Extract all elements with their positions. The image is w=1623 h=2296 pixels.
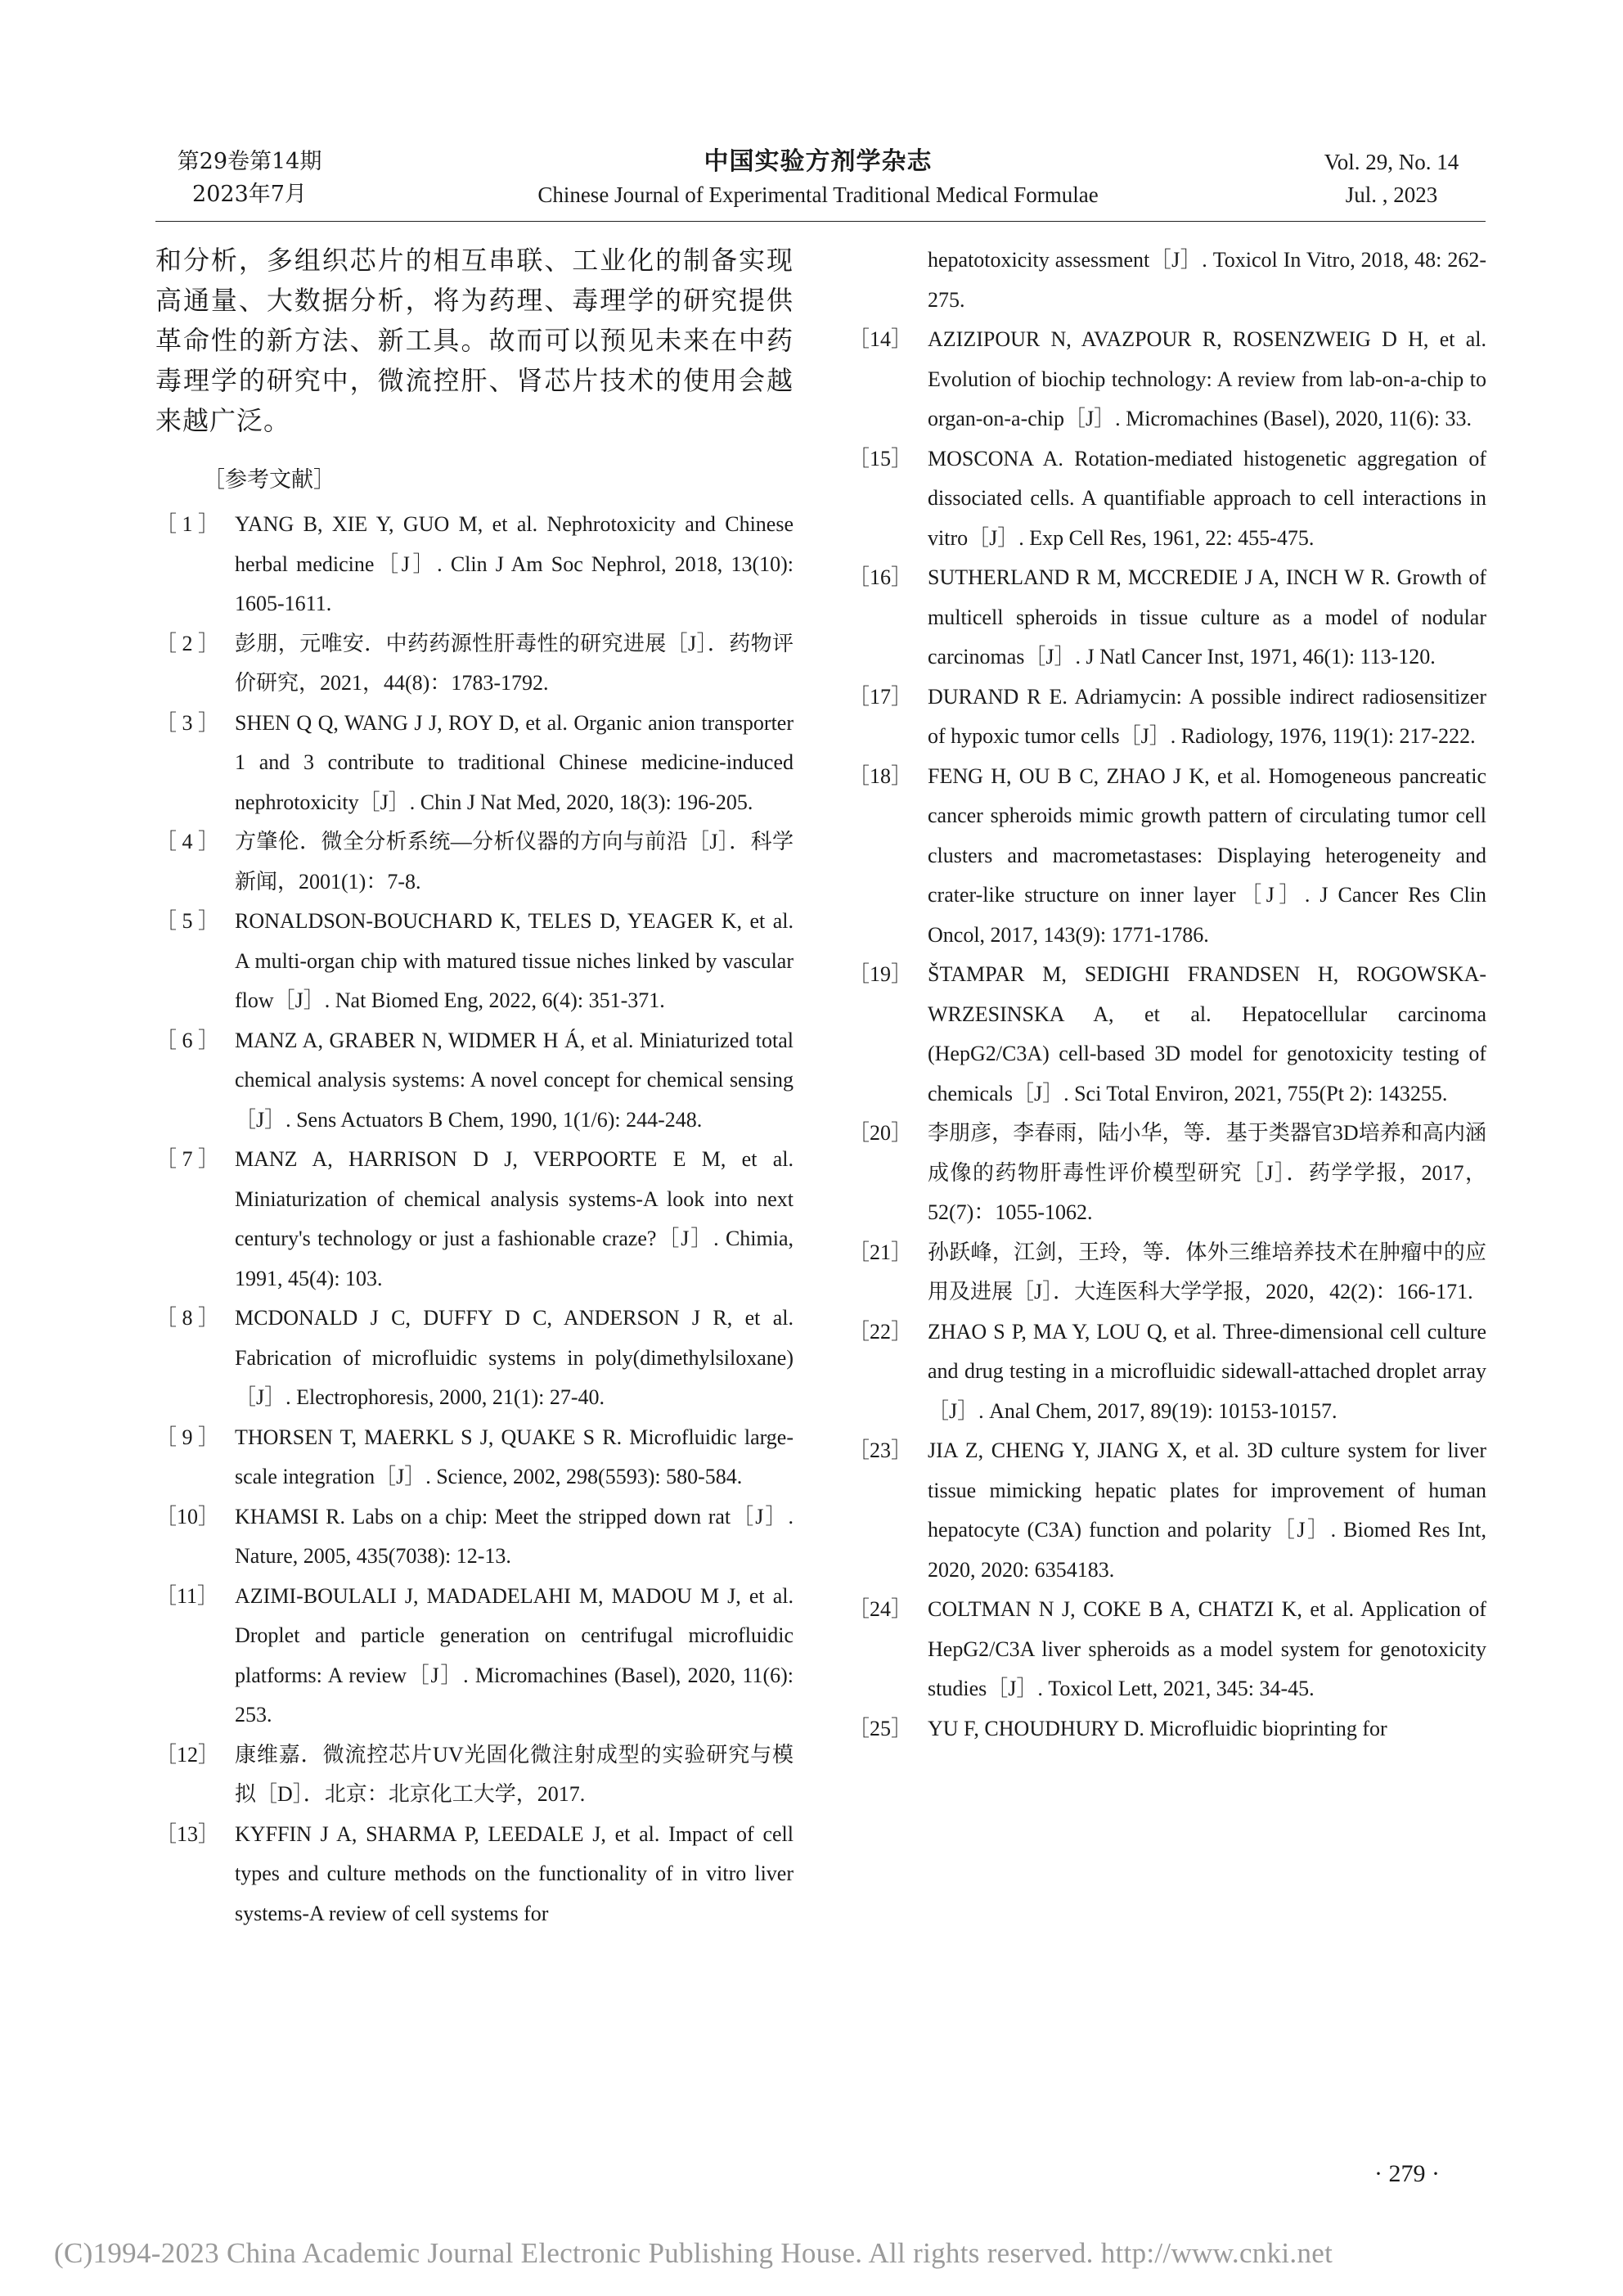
page-header: [155, 146, 1486, 221]
reference-item: [848, 757, 1486, 956]
publication-date-cn: 2023年7月: [192, 182, 307, 207]
reference-item: [848, 678, 1486, 757]
reference-number: ［25］: [848, 1716, 913, 1740]
header-rule: [155, 221, 1486, 222]
copyright-footer: (C)1994-2023 China Academic Journal Electronic Publishing House. All rights reserved. http://www.cnki.net: [54, 2237, 1333, 2269]
reference-item: [848, 1114, 1486, 1233]
reference-text: MANZ A, GRABER N, WIDMER H Á, et al. Miniaturized total chemical analysis systems: A novel concept for chemical sensing［J］. Sens Actuators B Chem, 1990, 1(1/6): 244-248.: [235, 1028, 794, 1132]
reference-number: ［18］: [848, 763, 913, 788]
volume-issue: [155, 146, 344, 211]
reference-item: [155, 822, 794, 902]
journal-title-cn: 中国实验方剂学杂志: [704, 147, 933, 176]
reference-item: [155, 1497, 794, 1577]
reference-item: [848, 1709, 1486, 1749]
reference-item: [848, 1233, 1486, 1312]
reference-item: [155, 902, 794, 1021]
reference-text: DURAND R E. Adriamycin: A possible indirect radiosensitizer of hypoxic tumor cells［J］. Radiology, 1976, 119(1): 217-222.: [928, 684, 1486, 748]
reference-text: MCDONALD J C, DUFFY D C, ANDERSON J R, et al. Fabrication of microfluidic systems in poly(dimethylsiloxane)［J］. Electrophoresis, 2000, 21(1): 27-40.: [235, 1306, 794, 1409]
reference-number: ［22］: [848, 1319, 913, 1344]
reference-item: [848, 1590, 1486, 1709]
reference-number: ［ 1 ］: [155, 512, 220, 536]
reference-text: COLTMAN N J, COKE B A, CHATZI K, et al. Application of HepG2/C3A liver spheroids as a model system for genotoxicity studies［J］. Toxicol Lett, 2021, 345: 34-45.: [928, 1597, 1486, 1700]
reference-text: KHAMSI R. Labs on a chip: Meet the stripped down rat［J］. Nature, 2005, 435(7038): 12-13.: [235, 1504, 794, 1568]
reference-text: 孙跃峰，江剑，王玲，等．体外三维培养技术在肿瘤中的应用及进展［J］．大连医科大学学报，2020，42(2)：166-171.: [928, 1240, 1486, 1303]
reference-text: ZHAO S P, MA Y, LOU Q, et al. Three-dimensional cell culture and drug testing in a microfluidic sidewall-attached droplet array［J］. Anal Chem, 2017, 89(19): 10153-10157.: [928, 1319, 1486, 1423]
reference-text: KYFFIN J A, SHARMA P, LEEDALE J, et al. Impact of cell types and culture methods on the functionality of in vitro liver systems-A review of cell systems for: [235, 1821, 794, 1925]
references-list-right: [848, 320, 1486, 1749]
reference-item: [155, 1736, 794, 1815]
reference-number: ［ 5 ］: [155, 909, 220, 933]
reference-number: ［11］: [155, 1583, 219, 1608]
reference-item: [848, 439, 1486, 559]
reference-text: SUTHERLAND R M, MCCREDIE J A, INCH W R. Growth of multicell spheroids in tissue culture as a model of nodular carcinomas［J］. J Natl Cancer Inst, 1971, 46(1): 113-120.: [928, 565, 1486, 669]
journal-title: [450, 146, 1186, 211]
volume-issue-cn: 第29卷第14期: [177, 149, 322, 174]
reference-number: ［ 4 ］: [155, 830, 220, 853]
reference-text: THORSEN T, MAERKL S J, QUAKE S R. Microfluidic large-scale integration［J］. Science, 2002, 298(5593): 580-584.: [235, 1425, 794, 1488]
reference-number: ［12］: [155, 1742, 220, 1767]
reference-item: [155, 1021, 794, 1141]
reference-text: RONALDSON-BOUCHARD K, TELES D, YEAGER K, et al. A multi-organ chip with matured tissue niches linked by vascular flow［J］. Nat Biomed Eng, 2022, 6(4): 351-371.: [235, 909, 794, 1012]
reference-text: MANZ A, HARRISON D J, VERPOORTE E M, et al. Miniaturization of chemical analysis systems-A look into next century's technology or just a fashionable craze?［J］. Chimia, 1991, 45(4): 103.: [235, 1147, 794, 1290]
reference-text: 方肇伦．微全分析系统—分析仪器的方向与前沿［J］．科学新闻，2001(1)：7-8.: [235, 830, 794, 894]
reference-item: [155, 1815, 794, 1934]
reference-item: [155, 1418, 794, 1497]
reference-text: 彭朋，元唯安．中药药源性肝毒性的研究进展［J］．药物评价研究，2021，44(8)：1783-1792.: [235, 631, 794, 695]
reference-text: SHEN Q Q, WANG J J, ROY D, et al. Organic anion transporter 1 and 3 contribute to traditional Chinese medicine-induced nephrotoxicity［J］. Chin J Nat Med, 2020, 18(3): 196-205.: [235, 710, 794, 814]
reference-item: [155, 704, 794, 823]
page-number: · 279 ·: [1374, 2160, 1440, 2187]
left-column: [155, 241, 794, 1934]
reference-text: AZIMI-BOULALI J, MADADELAHI M, MADOU M J, et al. Droplet and particle generation on centrifugal microfluidic platforms: A review［J］. Micromachines (Basel), 2020, 11(6): 253.: [235, 1583, 794, 1727]
reference-text: YANG B, XIE Y, GUO M, et al. Nephrotoxicity and Chinese herbal medicine［J］. Clin J Am Soc Nephrol, 2018, 13(10): 1605-1611.: [235, 512, 794, 615]
volume-issue-en: [1297, 146, 1486, 211]
reference-item: [155, 505, 794, 624]
reference-number: ［16］: [848, 565, 913, 589]
reference-number: ［10］: [155, 1504, 220, 1528]
reference-item: [155, 624, 794, 704]
reference-text: JIA Z, CHENG Y, JIANG X, et al. 3D culture system for liver tissue mimicking hepatic plates for improvement of human hepatocyte (C3A) function and polarity［J］. Biomed Res Int, 2020, 2020: 6354183.: [928, 1438, 1486, 1582]
reference-number: ［21］: [848, 1240, 913, 1264]
reference-item: [848, 558, 1486, 678]
reference-number: ［ 7 ］: [155, 1147, 220, 1171]
reference-item: [155, 1299, 794, 1418]
intro-paragraph: 和分析，多组织芯片的相互串联、工业化的制备实现高通量、大数据分析，将为药理、毒理学的研究提供革命性的新方法、新工具。故而可以预见未来在中药毒理学的研究中，微流控肝、肾芯片技术的使用会越来越广泛。: [155, 245, 794, 436]
reference-number: ［13］: [155, 1821, 220, 1846]
right-column: [848, 241, 1486, 1749]
reference-number: ［ 9 ］: [155, 1425, 220, 1449]
reference-item: [848, 1312, 1486, 1432]
reference-text: 康维嘉．微流控芯片UV光固化微注射成型的实验研究与模拟［D］．北京：北京化工大学，2017.: [235, 1742, 794, 1806]
reference-text: YU F, CHOUDHURY D. Microfluidic bioprinting for: [928, 1716, 1387, 1740]
journal-title-en: Chinese Journal of Experimental Traditional Medical Formulae: [537, 182, 1099, 207]
reference-number: ［17］: [848, 684, 913, 709]
reference-number: ［19］: [848, 962, 913, 986]
reference-number: ［ 3 ］: [155, 710, 220, 735]
reference-item: [155, 1140, 794, 1299]
reference-number: ［14］: [848, 327, 913, 351]
reference-text: ŠTAMPAR M, SEDIGHI FRANDSEN H, ROGOWSKA-WRZESINSKA A, et al. Hepatocellular carcinoma (HepG2/C3A) cell-based 3D model for genotoxicity testing of chemicals［J］. Sci Total Environ, 2021, 755(Pt 2): 143255.: [928, 962, 1486, 1105]
references-title: ［参考文献］: [203, 467, 335, 493]
reference-item: [848, 1431, 1486, 1590]
reference-number: ［24］: [848, 1597, 913, 1621]
reference-item: [848, 320, 1486, 439]
reference-text: 李朋彦，李春雨，陆小华，等．基于类器官3D培养和高内涵成像的药物肝毒性评价模型研究［J］．药学学报，2017，52(7)：1055-1062.: [928, 1121, 1486, 1224]
reference-number: ［20］: [848, 1121, 913, 1145]
reference-item: [848, 955, 1486, 1114]
references-list-left: [155, 505, 794, 1934]
reference-13-continuation: hepatotoxicity assessment［J］. Toxicol In Vitro, 2018, 48: 262-275.: [928, 248, 1486, 312]
reference-text: MOSCONA A. Rotation-mediated histogenetic aggregation of dissociated cells. A quantifiable approach to cell interactions in vitro［J］. Exp Cell Res, 1961, 22: 455-475.: [928, 446, 1486, 550]
reference-number: ［15］: [848, 446, 913, 470]
publication-date-en: Jul. , 2023: [1345, 182, 1438, 207]
reference-text: AZIZIPOUR N, AVAZPOUR R, ROSENZWEIG D H, et al. Evolution of biochip technology: A review from lab-on-a-chip to organ-on-a-chip［J］. Micromachines (Basel), 2020, 11(6): 33.: [928, 327, 1486, 430]
reference-number: ［23］: [848, 1438, 913, 1462]
reference-item: [155, 1577, 794, 1736]
reference-number: ［ 8 ］: [155, 1306, 220, 1330]
reference-number: ［ 2 ］: [155, 631, 220, 655]
volume-number-en: Vol. 29, No. 14: [1324, 150, 1459, 174]
reference-number: ［ 6 ］: [155, 1028, 220, 1052]
reference-text: FENG H, OU B C, ZHAO J K, et al. Homogeneous pancreatic cancer spheroids mimic growth pattern of circulating tumor cell clusters and macrometastases: Displaying heterogeneity and crater-like structure on inner layer［J］. J Cancer Res Clin Oncol, 2017, 143(9): 1771-1786.: [928, 763, 1486, 947]
